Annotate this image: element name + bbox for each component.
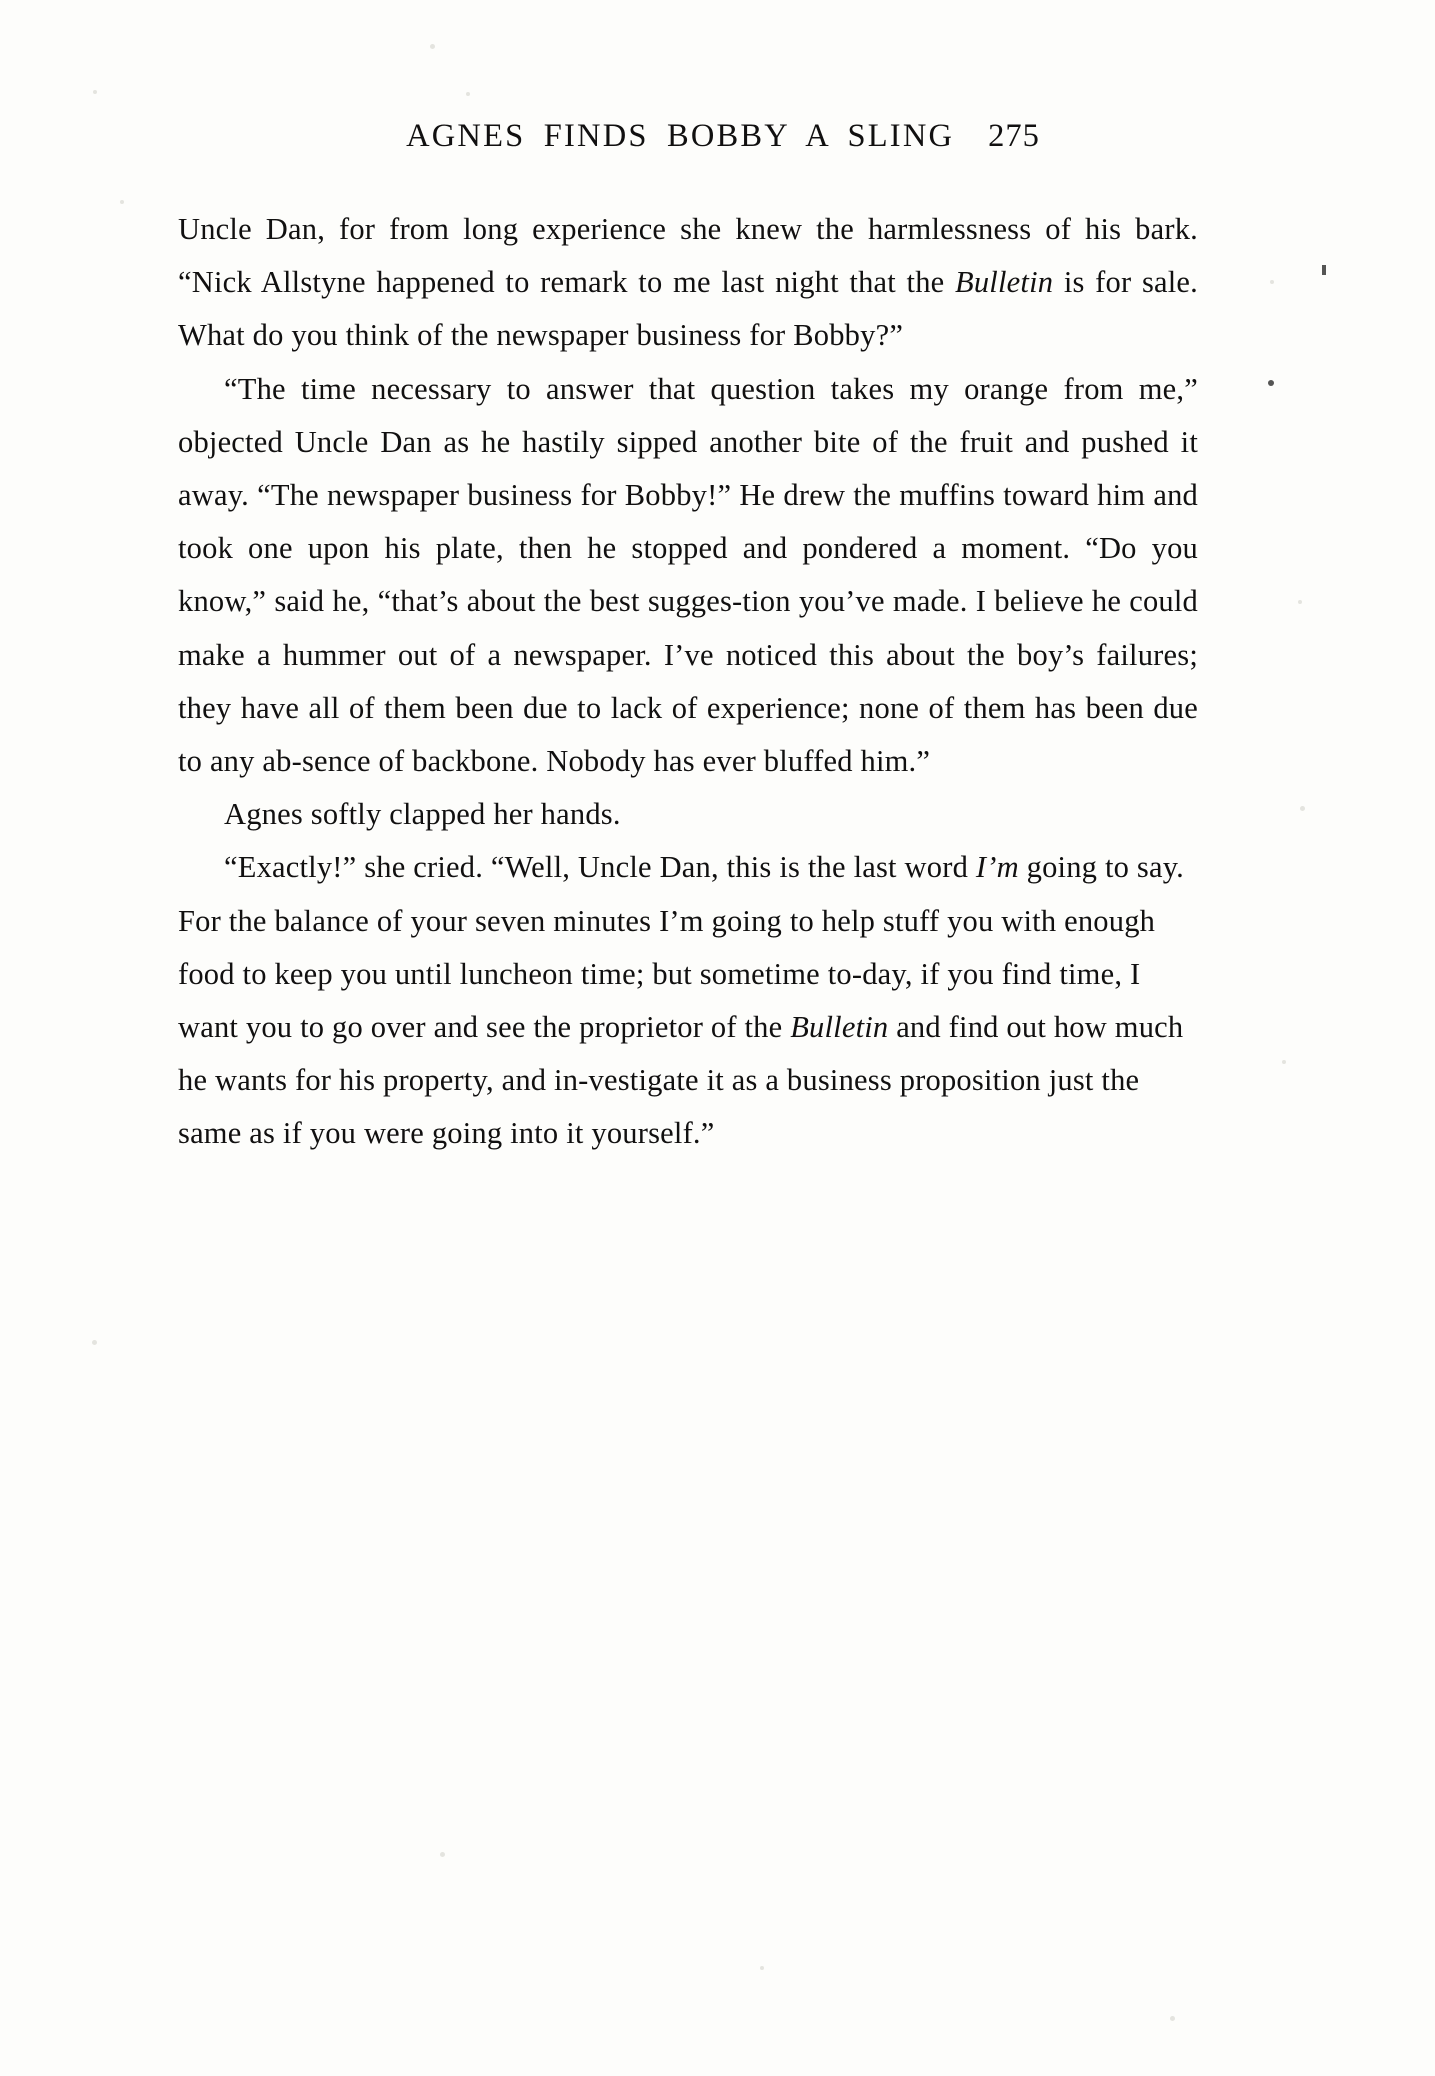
page-content (178, 118, 1198, 1161)
text-run: is for sale. What do you think of the newspaper business for Bobby?” (178, 265, 1198, 353)
paper-speck (1300, 806, 1305, 811)
paragraph (178, 203, 1198, 363)
paper-speck (466, 92, 470, 96)
text-run: and find out how much he wants for his property, and in-vestigate it as a business proposition just the same as if you were going into it yourself.” (178, 1010, 1184, 1151)
text-run: Uncle Dan, for from long experience she knew the harmlessness of his bark. “Nick Allstyne happened to remark to me last night that the (178, 212, 1198, 300)
italic-run: Bulletin (790, 1010, 889, 1045)
text-run: “Exactly!” she cried. “Well, Uncle Dan, this is the last word (224, 850, 976, 885)
paragraph (178, 788, 1198, 841)
running-head-title: AGNES FINDS BOBBY A SLING (406, 118, 955, 154)
paper-speck (93, 90, 97, 94)
running-head (178, 118, 1198, 155)
paper-speck (760, 1966, 764, 1970)
text-run: “The time necessary to answer that question takes my orange from me,” objected Uncle Dan as he hastily sipped another bite of the fruit and pushed it away. “The newspaper business for Bobby!” He drew the muffins toward him and took one upon his plate, then he stopped and pondered a moment. “Do you know,” said he, “that’s about the best sugges-tion you’ve made. I believe he could make a hummer out of a newspaper. I’ve noticed this about the boy’s failures; they have all of them been due to lack of experience; none of them has been due to any ab-sence of backbone. Nobody has ever bluffed him.” (178, 371, 1198, 779)
paper-speck (1298, 600, 1302, 604)
italic-run: I’m (975, 850, 1019, 885)
page-number: 275 (988, 118, 1040, 154)
paper-speck (1170, 2016, 1175, 2021)
paragraph (178, 841, 1198, 1160)
paragraph (178, 363, 1198, 789)
paper-speck (92, 1340, 97, 1345)
margin-mark (1322, 265, 1326, 275)
italic-run: Bulletin (955, 265, 1054, 300)
paper-speck (430, 44, 435, 49)
paper-speck (440, 1852, 445, 1857)
text-run: Agnes softly clapped her hands. (224, 797, 621, 832)
body-text (178, 203, 1198, 1161)
paper-speck (1270, 280, 1274, 284)
margin-mark (1268, 380, 1274, 386)
paper-speck (1282, 1060, 1286, 1064)
paper-speck (120, 200, 124, 204)
text-run: going to say. For the balance of your seven minutes I’m going to help stuff you with enough food to keep you until luncheon time; but sometime to-day, if you find time, I want you to go over and see the proprietor of the (178, 850, 1185, 1045)
